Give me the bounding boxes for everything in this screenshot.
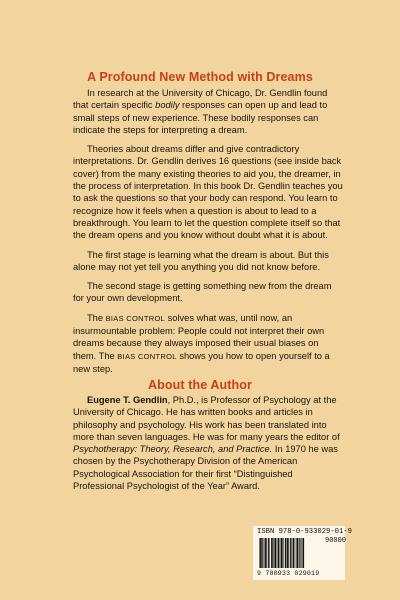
paragraph bbox=[73, 87, 343, 136]
barcode-bar bbox=[295, 538, 296, 568]
method-description bbox=[73, 87, 343, 382]
barcode-bar bbox=[280, 538, 281, 568]
barcode-bar bbox=[260, 538, 262, 568]
barcode-bar bbox=[269, 538, 270, 568]
barcode-bar bbox=[290, 538, 291, 568]
barcode-bar bbox=[281, 538, 283, 568]
text-run: Theories about dreams differ and give contradictory interpretations. Dr. Gendlin derives 16 questions (see inside back cover) from the many existing theories to aid you, the dreamer, in the process of interpretation. In this book Dr. Gendlin teaches you to ask the questions so that your body can respond. You learn to recognize how it feels when a question is about to lead to a breakthrough. You learn to let the question complete itself so that the dream opens and you know without doubt what it is about. bbox=[73, 144, 343, 241]
isbn-barcode bbox=[253, 526, 352, 580]
emphasis-text: Psychotherapy: Theory, Research, and Practice. bbox=[73, 444, 273, 455]
text-run: The first stage is learning what the dream is about. But this alone may not yet tell you anything you did not know before. bbox=[73, 249, 329, 272]
barcode-bar bbox=[277, 538, 278, 568]
paragraph bbox=[73, 249, 343, 274]
barcode-bar bbox=[259, 538, 260, 568]
emphasis-text: bodily bbox=[155, 100, 180, 111]
barcode-number: 9 780933 029019 bbox=[257, 570, 320, 577]
barcode-bar bbox=[285, 538, 287, 568]
barcode-bar bbox=[274, 538, 276, 568]
paragraph bbox=[73, 143, 343, 241]
bias-control-term: BIAS CONTROL bbox=[117, 351, 177, 361]
paragraph bbox=[73, 280, 343, 305]
isbn-text: ISBN 978-0-933029-01-9 bbox=[257, 528, 352, 536]
text-run: In research at the University of Chicago, Dr. Gendlin found that certain specific bbox=[73, 88, 328, 111]
barcode-bar bbox=[262, 538, 263, 568]
barcode-bar bbox=[296, 538, 298, 568]
barcode-bar bbox=[264, 538, 265, 568]
barcode-bar bbox=[301, 538, 302, 568]
bias-control-term: BIAS CONTROL bbox=[105, 313, 166, 323]
text-run: shows you how to open yourself to a new step. bbox=[73, 350, 330, 374]
barcode-bar bbox=[287, 538, 289, 568]
barcode-bar bbox=[291, 538, 292, 568]
author-name: Eugene T. Gendlin bbox=[87, 395, 168, 405]
section-heading-author: About the Author bbox=[148, 378, 252, 392]
barcode-bar bbox=[278, 538, 280, 568]
barcode-bar bbox=[300, 538, 301, 568]
author-bio bbox=[73, 394, 343, 499]
barcode-bar bbox=[283, 538, 284, 568]
barcode-bar bbox=[293, 538, 295, 568]
barcode-bars bbox=[257, 538, 321, 570]
barcode-bar bbox=[299, 538, 300, 568]
text-run: In 1970 he was chosen by the Psychotherapy Division of the American Psychological Association for their first “Distinguished Professional Psychologist of the Year” Award. bbox=[73, 444, 338, 492]
text-run: The second stage is getting something new from the dream for your own development. bbox=[73, 281, 332, 304]
section-heading-method: A Profound New Method with Dreams bbox=[87, 70, 313, 84]
barcode-bar bbox=[265, 538, 267, 568]
paragraph bbox=[73, 394, 343, 492]
price-code: 90000 bbox=[325, 537, 347, 545]
barcode-bar bbox=[302, 538, 304, 568]
text-run: responses can open up and lead to small steps of new experience. These bodily responses can indicate the steps for interpreting a dream. bbox=[73, 100, 328, 135]
text-run: solves what was, until now, an insurmountable problem: People could not interpret their own dreams because they always imposed their usual biases on them. The bbox=[73, 312, 325, 361]
text-run: The bbox=[87, 312, 106, 323]
barcode-bar bbox=[273, 538, 274, 568]
barcode-bar bbox=[268, 538, 269, 568]
paragraph bbox=[73, 312, 343, 375]
text-run: , Ph.D., is Professor of Psychology at the University of Chicago. He has written books and articles in philosophy and psychology. His work has been translated into more than seven languages. He was for many years the editor of bbox=[73, 395, 340, 442]
barcode-bar bbox=[271, 538, 273, 568]
